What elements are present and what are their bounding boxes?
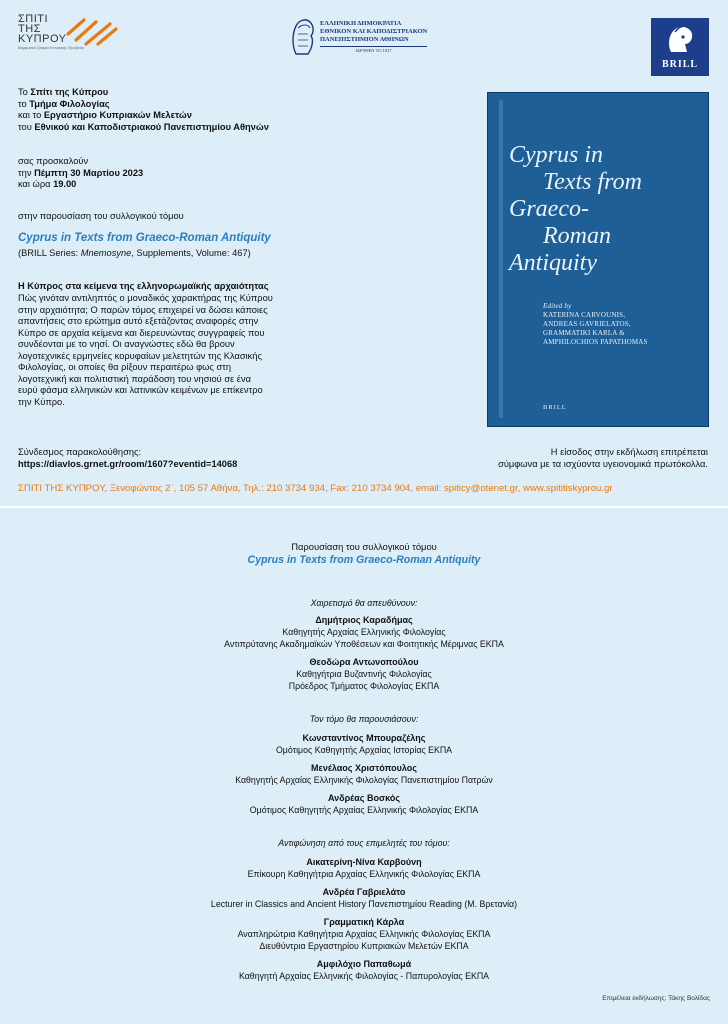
- helmet-icon: [665, 22, 695, 61]
- logo-text-3: ΚΥΠΡΟΥ: [18, 33, 67, 45]
- speaker-role: Ομότιμος Καθηγητής Αρχαίας Ιστορίας ΕΚΠΑ: [275, 745, 453, 755]
- uoa-line-1: ΕΛΛΗΝΙΚΗ ΔΗΜΟΚΡΑΤΙΑ: [320, 20, 402, 27]
- book-cover: [487, 92, 709, 427]
- org-philology: Τμήμα Φιλολογίας: [29, 98, 110, 109]
- invite-addressees: Το Σπίτι της Κύπρου το Τμήμα Φιλολογίας και το Εργαστήριο Κυπριακών Μελετών του Εθνικού και Καποδιστριακού Πανεπιστημίου Αθηνών: [18, 87, 269, 132]
- speaker-name: Αμφιλόχιο Παπαθωμά: [316, 959, 412, 969]
- stream-link[interactable]: https://diavlos.grnet.gr/room/1607?eventid=14068: [18, 459, 238, 469]
- book-title: Cyprus in Texts from Graeco-Roman Antiquity: [18, 232, 271, 244]
- event-time: 19.00: [53, 179, 77, 189]
- presentation-intro: στην παρουσίαση του συλλογικού τόμου: [18, 211, 184, 221]
- speaker-role: Διευθύντρια Εργαστηρίου Κυπριακών Μελετών ΕΚΠΑ: [259, 941, 469, 951]
- logo-text-1: ΣΠΙΤΙ: [18, 13, 49, 25]
- speaker-role: Αντιπρύτανης Ακαδημαϊκών Υποθέσεων και Φοιτητικής Μέριμνας ΕΚΠΑ: [224, 639, 504, 649]
- logo-subtitle: Μορφωτικό Γραφείο Κυπριακής Πρεσβείας: [18, 46, 85, 50]
- speaker-name: Γραμματική Κάρλα: [323, 917, 405, 927]
- speaker-role: Πρόεδρος Τμήματος Φιλολογίας ΕΚΠΑ: [288, 681, 440, 691]
- speaker-name: Δημήτριος Καραδήμας: [315, 615, 413, 625]
- cover-spine-band: [499, 100, 503, 418]
- speaker-role: Lecturer in Classics and Ancient History Πανεπιστημίου Reading (Μ. Βρετανία): [210, 899, 518, 909]
- speaker-role: Καθηγητής Αρχαίας Ελληνικής Φιλολογίας: [282, 627, 446, 637]
- brill-logo: [651, 18, 709, 76]
- speaker-role: Επίκουρη Καθηγήτρια Αρχαίας Ελληνικής Φιλολογίας ΕΚΠΑ: [247, 869, 481, 879]
- uoa-line-3: ΠΑΝΕΠΙΣΤΗΜΙΟΝ ΑΘΗΝΩΝ: [320, 36, 409, 43]
- program-intro: Παρουσίαση του συλλογικού τόμου: [291, 541, 437, 552]
- speaker-name: Κωνσταντίνος Μπουραζέλης: [302, 733, 426, 743]
- event-credit: Επιμέλεια εκδήλωσης: Τάκης Βολίδας: [602, 995, 710, 1002]
- section-greetings: Χαιρετισμό θα απευθύνουν:: [310, 598, 418, 608]
- org-lab: Εργαστήριο Κυπριακών Μελετών: [43, 110, 192, 120]
- speaker-name: Ανδρέας Βοσκός: [327, 793, 401, 803]
- uoa-line-2: ΕΘΝΙΚΟΝ ΚΑΙ ΚΑΠΟΔΙΣΤΡΙΑΚΟΝ: [320, 28, 428, 35]
- description-heading: Η Κύπρος στα κείμενα της ελληνορωμαϊκής αρχαιότητας: [18, 281, 269, 291]
- speaker-role: Ομότιμος Καθηγητής Αρχαίας Ελληνικής Φιλολογίας ΕΚΠΑ: [249, 805, 479, 815]
- org-spiti: Σπίτι της Κύπρου: [30, 87, 109, 97]
- description-body: Πώς γινόταν αντιληπτός ο μοναδικός χαρακτήρας της Κύπρου στην αρχαιότητα; Ο παρών τόμος επιχειρεί να δώσει κάποιες απαντήσεις στο ερώτημα αυτό εξετάζοντας αναφορές στην Κύπρο σε αρχαία κείμενα και διερευνώντας συγγραφείς που συνδέονται με το νησί. Οι αναγνώστες εδώ θα βρουν λογοτεχνικές ερμηνείες κορυφαίων μελετητών της Κλασικής Φιλολογίας, οι οποίες θα ρίξουν περαιτέρω φως στη λογοτεχνική και πολιτιστική παράδοση του νησιού σε ένα ευρύ φάσμα ελληνικών και λατινικών κειμένων με επίκεντρο την Κύπρο.: [18, 293, 273, 407]
- logo-lines-icon: [62, 14, 120, 51]
- logo-text-2: ΤΗΣ: [18, 23, 41, 35]
- spiti-tis-kyprou-logo: [18, 14, 118, 64]
- uoa-logo: [290, 16, 440, 62]
- cover-editors: Edited by KATERINA CARVOUNIS, ANDREAS GAVRIELATOS, GRAMMATIKI KARLA & AMPHILOCHIOS PAPATHOMAS: [543, 302, 648, 346]
- speaker-role: Αναπληρώτρια Καθηγήτρια Αρχαίας Ελληνικής Φιλολογίας ΕΚΠΑ: [237, 929, 491, 939]
- brill-logo-text: BRILL: [661, 59, 699, 70]
- book-series: (BRILL Series: Mnemosyne, Supplements, Volume: 467): [18, 248, 251, 258]
- speaker-name: Θεοδώρα Αντωνοπούλου: [309, 657, 419, 667]
- uoa-line-4: ΙΔΡΥΘΕΝ ΤΟ 1837: [320, 46, 427, 55]
- cover-publisher: BRILL: [543, 404, 567, 411]
- section-editors: Αντιφώνηση από τους επιμελητές του τόμου:: [278, 838, 450, 848]
- entry-note: Η είσοδος στην εκδήλωση επιτρέπεται σύμφωνα με τα ισχύοντα υγειονομικά πρωτόκολλα.: [498, 447, 708, 469]
- speaker-name: Μενέλαος Χριστόπουλος: [311, 763, 417, 773]
- section-presenters: Τον τόμο θα παρουσιάσουν:: [309, 714, 419, 724]
- org-uoa: Εθνικού και Καποδιστριακού Πανεπιστημίου Αθηνών: [34, 121, 269, 132]
- contact-footer: ΣΠΙΤΙ ΤΗΣ ΚΥΠΡΟΥ, Ξενοφώντος 2᾽, 105 57 Αθήνα, Τηλ.: 210 3734 934, Fax: 210 3734 904, email: spiticy@otenet.gr, www.spititiskyprou.gr: [18, 483, 613, 494]
- speaker-name: Αικατερίνη-Νίνα Καρβούνη: [306, 857, 422, 867]
- invite-verb: σας προσκαλούν: [18, 156, 89, 166]
- program-title: Cyprus in Texts from Graeco-Roman Antiquity: [247, 554, 481, 566]
- speaker-role: Καθηγητή Αρχαίας Ελληνικής Φιλολογίας - Παπυρολογίας ΕΚΠΑ: [238, 971, 490, 981]
- invite-datetime: σας προσκαλούν την Πέμπτη 30 Μαρτίου 2023 και ώρα 19.00: [18, 156, 318, 191]
- athena-head-icon: [290, 16, 316, 61]
- speaker-role: Καθηγήτρια Βυζαντινής Φιλολογίας: [296, 669, 432, 679]
- event-date: Πέμπτη 30 Μαρτίου 2023: [34, 167, 144, 178]
- speaker-name: Ανδρέα Γαβριελάτο: [322, 887, 406, 897]
- speaker-role: Καθηγητής Αρχαίας Ελληνικής Φιλολογίας Πανεπιστημίου Πατρών: [235, 775, 493, 785]
- cover-title: Cyprus in Texts from Graeco- Roman Antiquity: [509, 142, 642, 276]
- link-label: Σύνδεσμος παρακολούθησης:: [18, 447, 142, 457]
